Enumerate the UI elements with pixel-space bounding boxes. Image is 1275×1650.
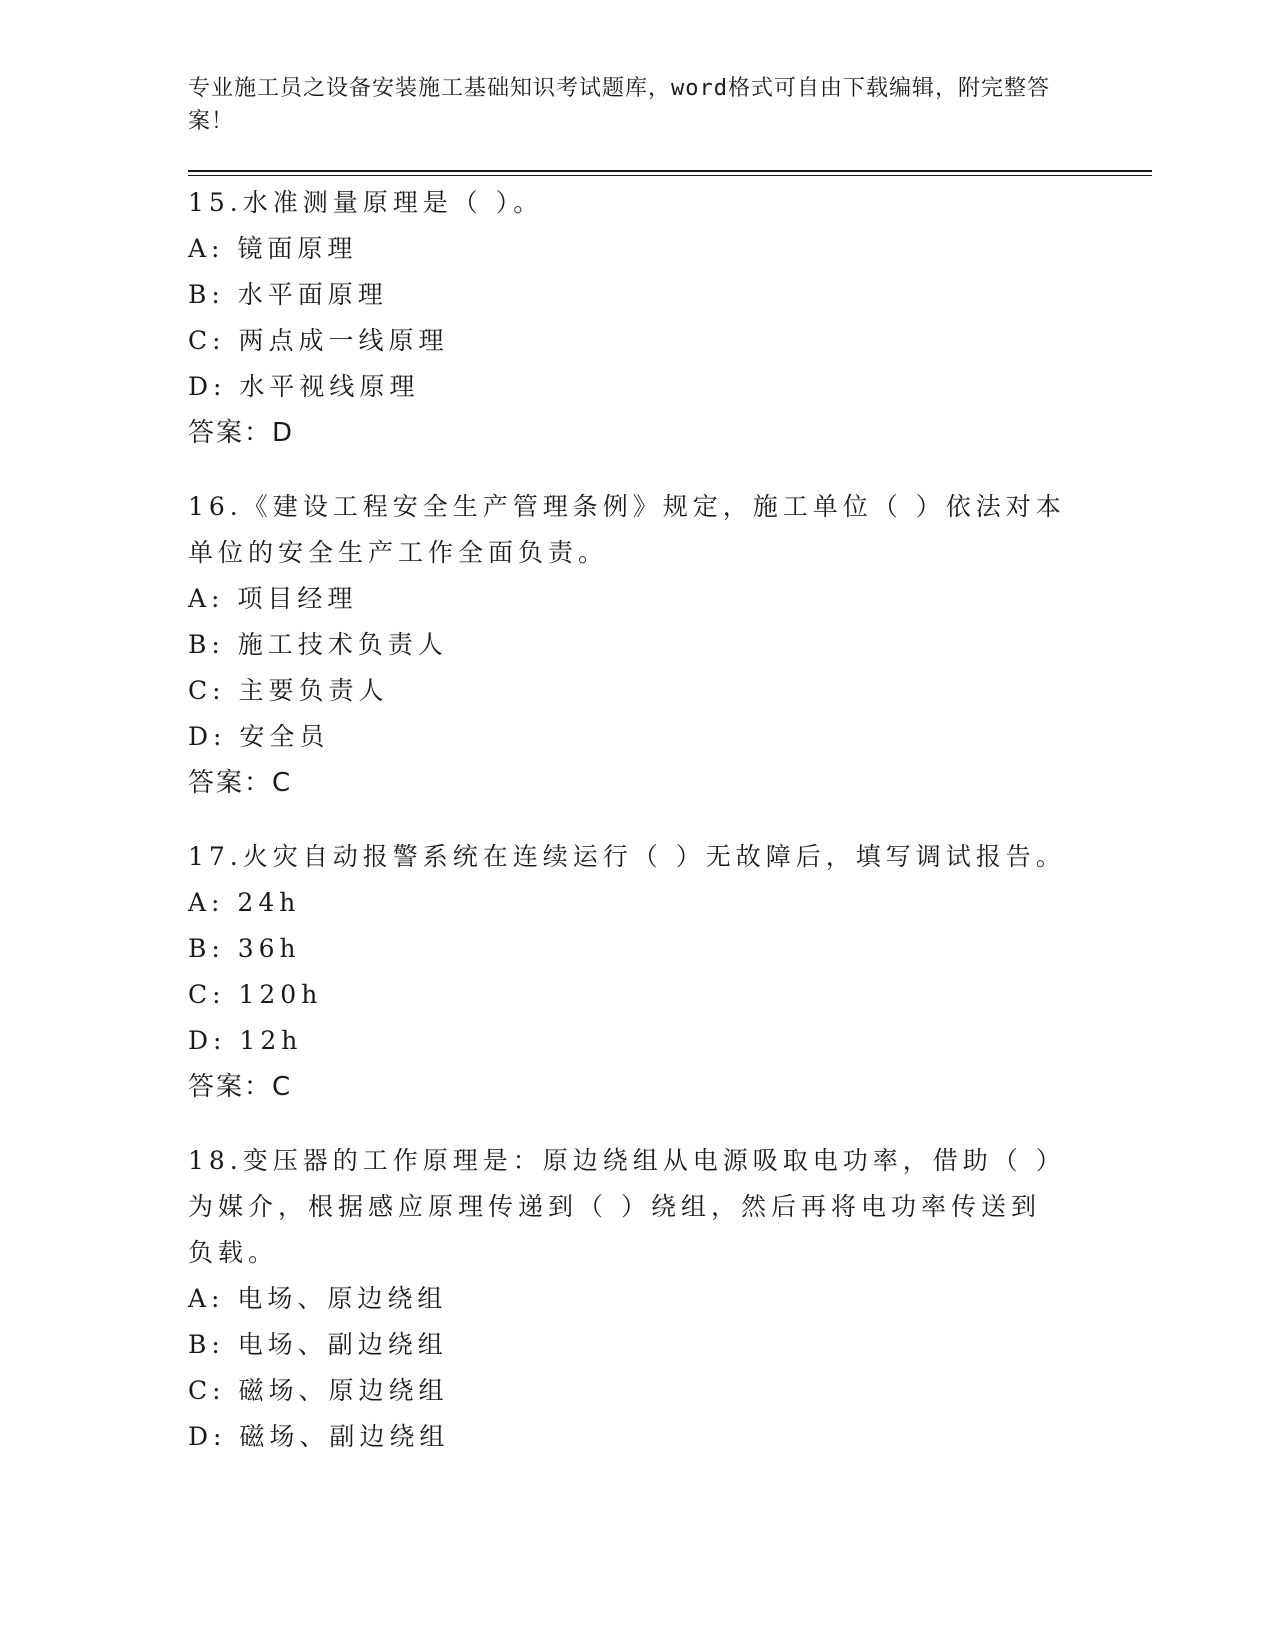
header-divider-thick [188,170,1152,172]
question-17 [188,834,1068,1110]
answer: 答案：C [188,768,293,798]
option-d: D: 水平视线原理 [188,372,420,401]
option-a: A: 镜面原理 [188,234,358,263]
question-stem: 15.水准测量原理是（ ）。 [188,188,544,217]
option-c: C: 两点成一线原理 [188,326,449,355]
document-header-title: 专业施工员之设备安装施工基础知识考试题库，word格式可自由下载编辑，附完整答案！ [188,76,1050,134]
option-b: B: 水平面原理 [188,280,388,309]
option-a: A: 电场、原边绕组 [188,1284,448,1313]
question-18 [188,1138,1068,1460]
option-b: B: 电场、副边绕组 [188,1330,448,1359]
option-c: C: 磁场、原边绕组 [188,1376,449,1405]
question-15 [188,180,1068,456]
option-a: A: 24h [188,888,301,917]
question-stem: 16.《建设工程安全生产管理条例》规定，施工单位（ ）依法对本单位的安全生产工作全面负责。 [188,492,1066,567]
option-d: D: 磁场、副边绕组 [188,1422,450,1451]
question-16 [188,484,1068,806]
header-divider-thin [188,175,1152,176]
answer: 答案：D [188,418,295,448]
option-c: C: 120h [188,980,323,1009]
option-d: D: 安全员 [188,722,330,751]
option-b: B: 施工技术负责人 [188,630,448,659]
option-c: C: 主要负责人 [188,676,389,705]
option-b: B: 36h [188,934,301,963]
option-a: A: 项目经理 [188,584,358,613]
question-stem: 17.火灾自动报警系统在连续运行（ ）无故障后，填写调试报告。 [188,842,1066,871]
answer: 答案：C [188,1072,293,1102]
option-d: D: 12h [188,1026,303,1055]
question-stem: 18.变压器的工作原理是：原边绕组从电源吸取电功率，借助（ ）为媒介，根据感应原理传递到（ ）绕组，然后再将电功率传送到负载。 [188,1146,1066,1267]
